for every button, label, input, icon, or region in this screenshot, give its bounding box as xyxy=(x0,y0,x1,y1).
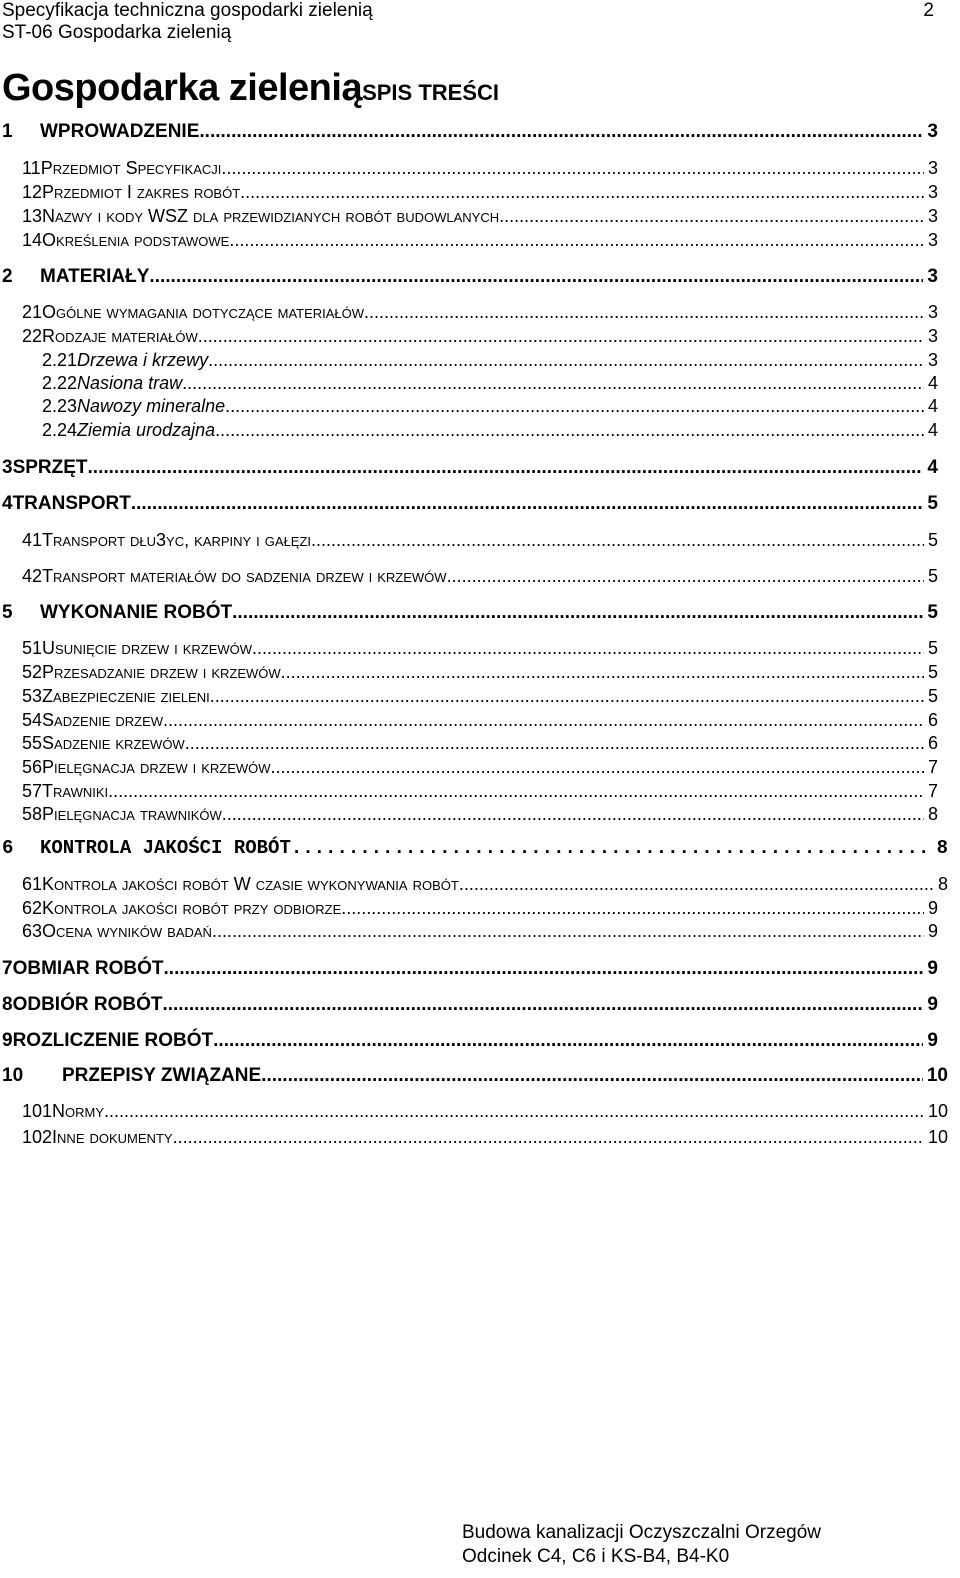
toc-entry-number: 11 xyxy=(22,158,41,178)
toc-entry-page: 10 xyxy=(926,1065,948,1086)
toc-entry[interactable] xyxy=(22,158,938,179)
toc-entry-title: Ogólne wymagania dotyczące materiałów xyxy=(42,302,365,322)
header-title: Specyfikacja techniczna gospodarki zielenią xyxy=(2,0,373,21)
toc-entry-number: 9 xyxy=(2,1030,13,1051)
toc-entry-title: Przedmiot Specyfikacji xyxy=(40,158,222,178)
toc-entry-page: 3 xyxy=(927,302,938,322)
toc-entry-title: MATERIAŁY xyxy=(40,266,150,287)
toc-entry-number: 2 xyxy=(2,266,13,287)
toc-entry-title: Nawozy mineralne xyxy=(77,396,226,416)
toc-entry-leader xyxy=(232,602,923,624)
toc-entry-leader xyxy=(341,898,924,919)
toc-entry-number: 53 xyxy=(22,686,43,706)
toc-entry-leader xyxy=(459,874,934,895)
toc-entry-number: 12 xyxy=(22,182,43,202)
toc-entry-number: 5 xyxy=(2,602,13,623)
toc-entry[interactable] xyxy=(22,1127,948,1148)
toc-entry[interactable] xyxy=(2,457,938,479)
toc-entry-number: 56 xyxy=(22,757,43,777)
toc-entry[interactable] xyxy=(2,493,938,515)
toc-entry-title: Kontrola jakości robót W czasie wykonywania robót xyxy=(42,874,459,894)
toc-entry-leader xyxy=(173,1127,924,1148)
toc-entry[interactable] xyxy=(42,373,938,394)
toc-entry[interactable] xyxy=(22,206,938,227)
toc-entry-title: Normy xyxy=(52,1101,105,1121)
toc-entry-number: 14 xyxy=(22,230,43,250)
toc-entry-title: Trawniki xyxy=(42,781,109,801)
toc-entry-leader xyxy=(199,121,923,143)
toc-entry[interactable] xyxy=(22,733,938,754)
toc-entry-leader xyxy=(215,420,924,441)
toc-entry-number: 13 xyxy=(22,206,43,226)
toc-entry-page: 9 xyxy=(927,921,938,941)
toc-entry-page: 5 xyxy=(927,686,938,706)
toc-entry[interactable] xyxy=(2,837,948,859)
toc-entry-page: 8 xyxy=(927,804,938,824)
footer-line-2: Odcinek C4, C6 i KS-B4, B4-K0 xyxy=(462,1546,730,1567)
toc-entry-number: 1 xyxy=(2,121,13,142)
toc-entry-leader xyxy=(281,662,924,683)
toc-entry-leader xyxy=(108,781,924,802)
toc-entry-title: Nazwy i kody WSZ dla przewidzianych robót budowlanych xyxy=(42,206,500,226)
toc-entry[interactable] xyxy=(22,638,938,659)
toc-entry-page: 6 xyxy=(927,710,938,730)
toc-entry-leader xyxy=(198,326,924,347)
toc-entry[interactable] xyxy=(2,602,938,624)
toc-entry-title: TRANSPORT xyxy=(12,493,131,514)
toc-entry-page: 3 xyxy=(927,158,938,178)
toc-entry[interactable] xyxy=(22,326,938,347)
toc-entry-title: Pielęgnacja drzew i krzewów xyxy=(42,757,271,777)
toc-entry-page: 5 xyxy=(927,638,938,658)
toc-entry-leader xyxy=(212,921,924,942)
toc-entry-leader xyxy=(222,804,924,825)
toc-entry-page: 5 xyxy=(927,530,938,550)
toc-entry-leader xyxy=(162,994,923,1016)
toc-entry-number: 41 xyxy=(22,530,43,550)
toc-entry-page: 4 xyxy=(927,373,938,393)
toc-entry-title: Rodzaje materiałów xyxy=(42,326,198,346)
toc-entry-number: 2.21 xyxy=(42,350,78,370)
toc-entry[interactable] xyxy=(2,1030,938,1052)
document-title-text: Gospodarka zielenią xyxy=(2,67,363,109)
toc-entry-number: 3 xyxy=(2,457,13,478)
toc-entry-leader xyxy=(221,158,924,179)
toc-entry-number: 21 xyxy=(22,302,43,322)
toc-heading: SPIS TREŚCI xyxy=(362,80,499,105)
toc-entry-page: 5 xyxy=(927,662,938,682)
toc-entry-title: Sadzenie drzew xyxy=(42,710,164,730)
toc-entry-number: 6 xyxy=(2,837,14,859)
toc-entry[interactable] xyxy=(22,662,938,683)
toc-entry[interactable] xyxy=(2,266,938,288)
toc-entry-leader xyxy=(225,396,924,417)
toc-entry-leader xyxy=(311,530,924,551)
toc-entry-title: Przedmiot I zakres robót xyxy=(42,182,241,202)
toc-entry-number: 2.22 xyxy=(42,373,78,393)
toc-entry-number: 7 xyxy=(2,958,13,979)
toc-entry[interactable] xyxy=(22,566,938,587)
toc-entry-title: Drzewa i krzewy xyxy=(77,350,209,370)
toc-entry-number: 2.23 xyxy=(42,396,78,416)
toc-entry-title: Usunięcie drzew i krzewów xyxy=(42,638,253,658)
toc-entry-number: 61 xyxy=(22,874,43,894)
toc-entry-page: 7 xyxy=(927,781,938,801)
toc-entry[interactable] xyxy=(22,230,938,251)
toc-entry-page: 10 xyxy=(927,1127,948,1147)
toc-entry-page: 4 xyxy=(927,457,938,478)
toc-entry-page: 7 xyxy=(927,757,938,777)
footer xyxy=(462,1521,821,1569)
toc-entry[interactable] xyxy=(2,1065,948,1087)
toc-entry-page: 9 xyxy=(927,994,938,1015)
toc-entry[interactable] xyxy=(42,420,938,441)
toc-entry-leader xyxy=(88,457,924,479)
toc-entry-leader xyxy=(240,182,924,203)
toc-entry-leader xyxy=(364,302,924,323)
toc-entry-page: 9 xyxy=(927,1030,938,1051)
toc-entry[interactable] xyxy=(22,874,948,895)
header-page-number: 2 xyxy=(923,0,934,21)
toc-entry-page: 3 xyxy=(927,121,938,142)
toc-entry-page: 8 xyxy=(937,874,948,894)
toc-entry-title: KONTROLA JAKOŚCI ROBÓT xyxy=(40,837,291,859)
toc-entry-page: 5 xyxy=(927,493,938,514)
toc-entry[interactable] xyxy=(22,530,938,551)
toc-entry-page: 9 xyxy=(927,958,938,979)
toc-entry-number: 52 xyxy=(22,662,43,682)
toc-entry[interactable] xyxy=(22,302,938,323)
toc-entry-page: 8 xyxy=(936,837,948,859)
toc-entry-page: 9 xyxy=(927,898,938,918)
toc-entry-number: 58 xyxy=(22,804,43,824)
toc-entry-title: OBMIAR ROBÓT xyxy=(12,958,164,979)
toc-entry-leader xyxy=(149,266,923,288)
toc-entry-title: Transport materiałów do sadzenia drzew i krzewów xyxy=(42,566,447,586)
document-title xyxy=(2,66,499,115)
toc-entry-leader xyxy=(271,757,924,778)
toc-entry-title: Pielęgnacja trawników xyxy=(42,804,222,824)
toc-entry-leader xyxy=(447,566,924,587)
toc-entry-title: Inne dokumenty xyxy=(52,1127,173,1147)
toc-entry-leader xyxy=(291,837,933,859)
toc-entry[interactable] xyxy=(22,686,938,707)
toc-entry-number: 54 xyxy=(22,710,43,730)
toc-entry[interactable] xyxy=(2,121,938,143)
toc-entry[interactable] xyxy=(42,396,938,417)
toc-entry-page: 6 xyxy=(927,733,938,753)
toc-entry[interactable] xyxy=(42,350,938,371)
toc-entry-leader xyxy=(182,373,924,394)
toc-entry-number: 42 xyxy=(22,566,43,586)
toc-entry[interactable] xyxy=(22,921,938,942)
toc-entry-title: Transport dłu3yc, karpiny i gałęzi xyxy=(42,530,312,550)
toc-entry-number: 55 xyxy=(22,733,43,753)
toc-entry-leader xyxy=(210,686,924,707)
toc-entry-page: 4 xyxy=(927,396,938,416)
toc-entry-leader xyxy=(104,1101,924,1122)
toc-entry-page: 3 xyxy=(927,326,938,346)
toc-entry-leader xyxy=(252,638,924,659)
toc-entry-number: 22 xyxy=(22,326,43,346)
toc-entry-number: 8 xyxy=(2,994,13,1015)
toc-entry-number: 57 xyxy=(22,781,43,801)
header-subtitle: ST-06 Gospodarka zielenią xyxy=(2,22,232,43)
toc-entry-number: 2.24 xyxy=(42,420,78,440)
toc-entry-number: 101 xyxy=(22,1101,53,1121)
toc-entry-title: Ocena wyników badań xyxy=(42,921,212,941)
toc-entry-page: 5 xyxy=(927,566,938,586)
toc-entry[interactable] xyxy=(2,994,938,1016)
toc-entry-page: 3 xyxy=(927,206,938,226)
toc-entry-number: 102 xyxy=(22,1127,53,1147)
footer-line-1: Budowa kanalizacji Oczyszczalni Orzegów xyxy=(462,1522,822,1543)
toc-entry-title: Określenia podstawowe xyxy=(42,230,230,250)
toc-entry[interactable] xyxy=(2,958,938,980)
toc-entry-leader xyxy=(208,350,924,371)
toc-entry-leader xyxy=(163,710,924,731)
toc-entry[interactable] xyxy=(22,781,938,802)
toc-entry[interactable] xyxy=(22,1101,948,1122)
toc-entry[interactable] xyxy=(22,710,938,731)
toc-entry-title: ODBIÓR ROBÓT xyxy=(12,994,163,1015)
toc-entry-title: WYKONANIE ROBÓT xyxy=(40,602,233,623)
toc-entry[interactable] xyxy=(22,182,938,203)
toc-entry-number: 63 xyxy=(22,921,43,941)
toc-entry-page: 4 xyxy=(927,420,938,440)
toc-entry[interactable] xyxy=(22,804,938,825)
toc-entry-title: Przesadzanie drzew i krzewów xyxy=(42,662,281,682)
toc-entry[interactable] xyxy=(22,757,938,778)
toc-entry-title: Zabezpieczenie zieleni xyxy=(42,686,210,706)
toc-entry-title: Ziemia urodzajna xyxy=(77,420,216,440)
toc-entry-number: 62 xyxy=(22,898,43,918)
toc-entry-title: WPROWADZENIE xyxy=(40,121,200,142)
toc-entry-page: 10 xyxy=(927,1101,948,1121)
toc-entry[interactable] xyxy=(22,898,938,919)
toc-entry-leader xyxy=(499,206,924,227)
toc-entry-number: 51 xyxy=(22,638,43,658)
toc-entry-title: Sadzenie krzewów xyxy=(42,733,185,753)
toc-entry-page: 3 xyxy=(927,266,938,287)
toc-entry-title: SPRZĘT xyxy=(12,457,88,478)
toc-entry-leader xyxy=(229,230,924,251)
toc-entry-page: 3 xyxy=(927,182,938,202)
toc-entry-leader xyxy=(185,733,924,754)
toc-entry-title: ROZLICZENIE ROBÓT xyxy=(12,1030,214,1051)
toc-entry-leader xyxy=(261,1065,923,1087)
toc-entry-title: Nasiona traw xyxy=(77,373,183,393)
toc-entry-leader xyxy=(213,1030,923,1052)
toc-entry-number: 10 xyxy=(2,1065,24,1086)
toc-entry-leader xyxy=(164,958,924,980)
toc-entry-leader xyxy=(131,493,924,515)
toc-entry-page: 5 xyxy=(927,602,938,623)
toc-entry-number: 4 xyxy=(2,493,13,514)
toc-entry-title: Kontrola jakości robót przy odbiorze xyxy=(42,898,342,918)
toc-entry-page: 3 xyxy=(927,350,938,370)
toc-entry-title: PRZEPISY ZWIĄZANE xyxy=(62,1065,262,1086)
toc-entry-page: 3 xyxy=(927,230,938,250)
